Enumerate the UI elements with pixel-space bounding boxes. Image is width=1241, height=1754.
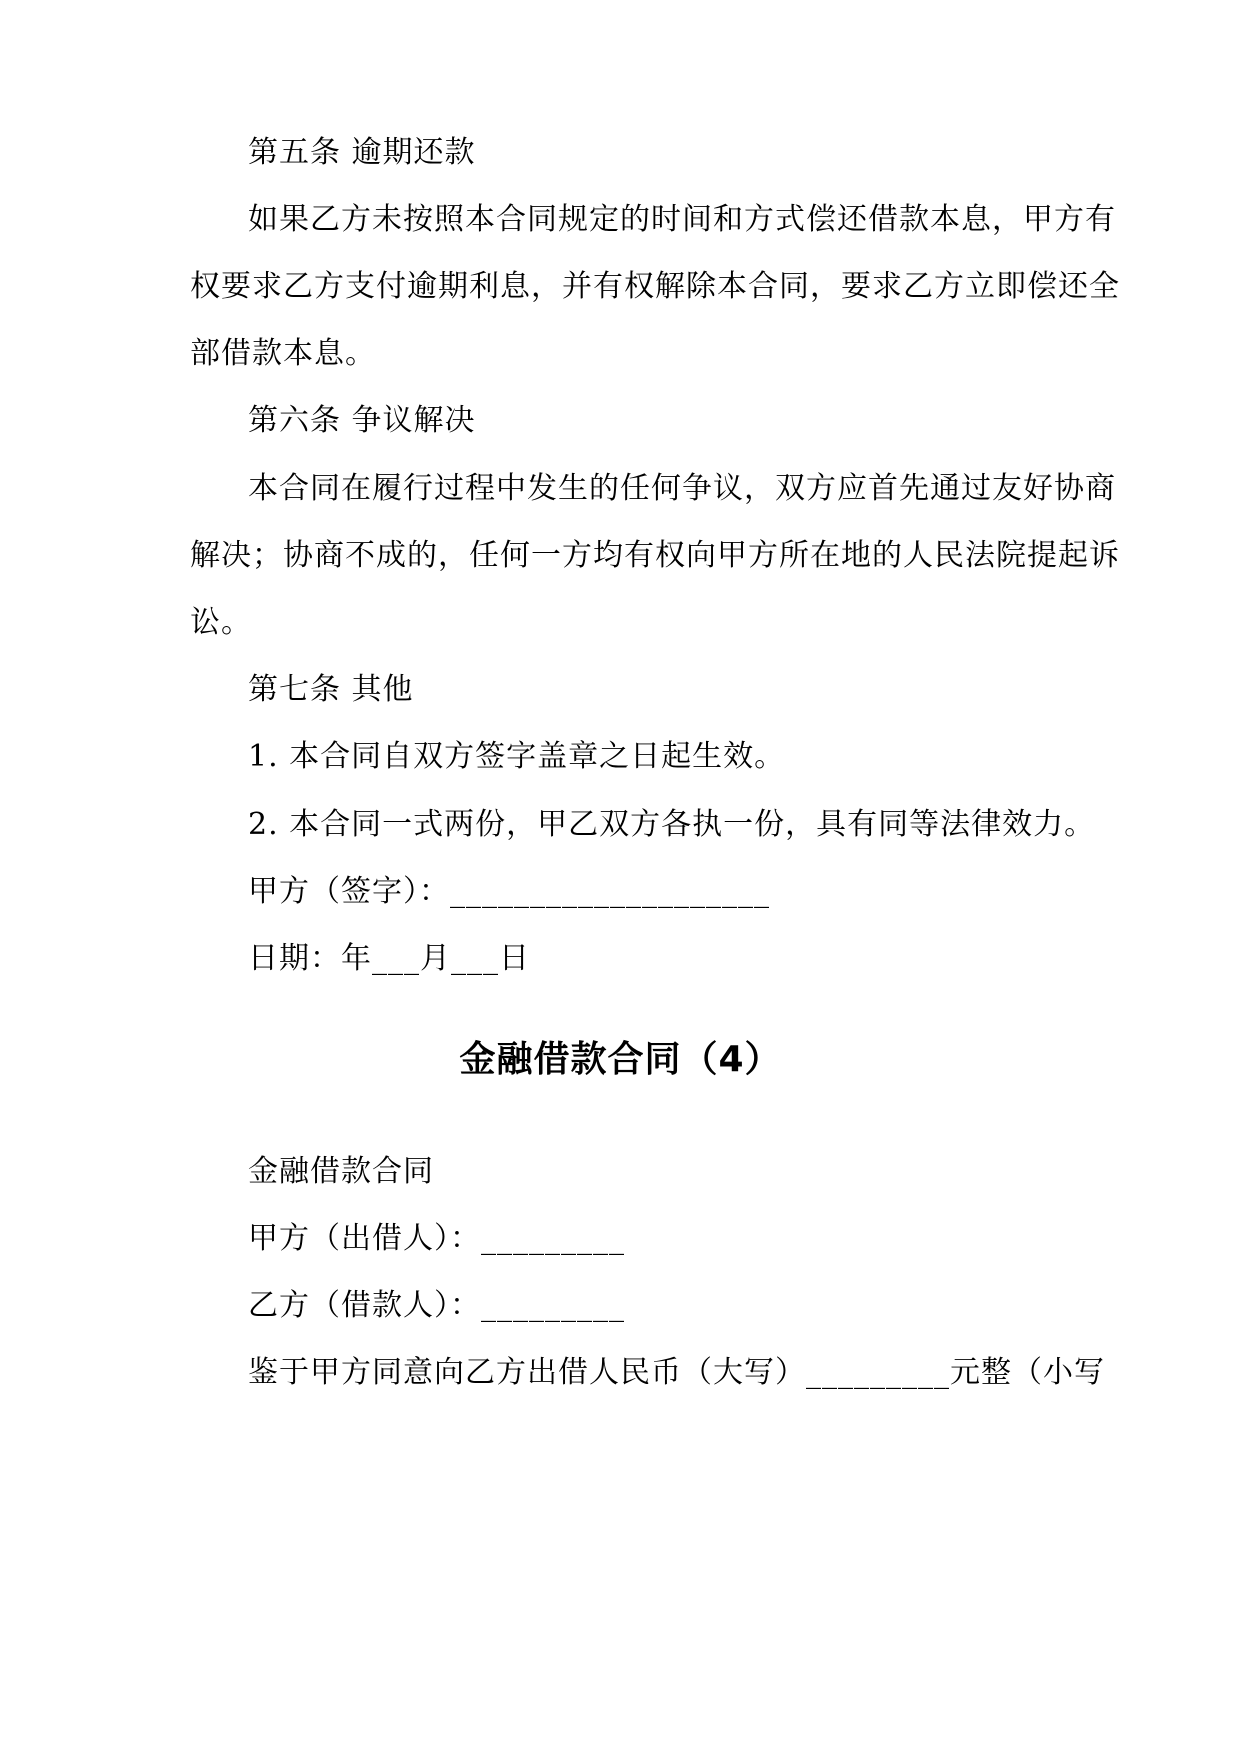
article-6-paragraph-line-1: 本合同在履行过程中发生的任何争议，双方应首先通过友好协商 xyxy=(248,471,1116,506)
article-7-item-2: 2. 本合同一式两份，甲乙双方各执一份，具有同等法律效力。 xyxy=(248,807,1096,842)
borrower-field-line: 乙方（借款人）：_________ xyxy=(248,1288,625,1323)
article-7-heading: 第七条 其他 xyxy=(248,672,414,707)
contract-subtitle: 金融借款合同 xyxy=(248,1154,434,1189)
contract-title: 金融借款合同（4） xyxy=(459,1039,782,1080)
lender-field-line: 甲方（出借人）：_________ xyxy=(248,1221,625,1256)
party-a-signature-line: 甲方（签字）：____________________ xyxy=(248,874,770,909)
signature-date-line: 日期：年___月___日 xyxy=(248,941,530,976)
article-7-item-1: 1. 本合同自双方签字盖章之日起生效。 xyxy=(248,739,786,774)
article-5-heading: 第五条 逾期还款 xyxy=(248,135,476,170)
article-5-paragraph-line-3: 部借款本息。 xyxy=(190,336,376,371)
loan-amount-intro-line: 鉴于甲方同意向乙方出借人民币（大写）_________元整（小写 xyxy=(248,1355,1105,1390)
article-6-heading: 第六条 争议解决 xyxy=(248,403,476,438)
article-6-paragraph-line-3: 讼。 xyxy=(190,605,252,640)
article-5-paragraph-line-2: 权要求乙方支付逾期利息，并有权解除本合同，要求乙方立即偿还全 xyxy=(190,269,1120,304)
article-5-paragraph-line-1: 如果乙方未按照本合同规定的时间和方式偿还借款本息，甲方有 xyxy=(248,202,1116,237)
article-6-paragraph-line-2: 解决；协商不成的，任何一方均有权向甲方所在地的人民法院提起诉 xyxy=(190,538,1120,573)
